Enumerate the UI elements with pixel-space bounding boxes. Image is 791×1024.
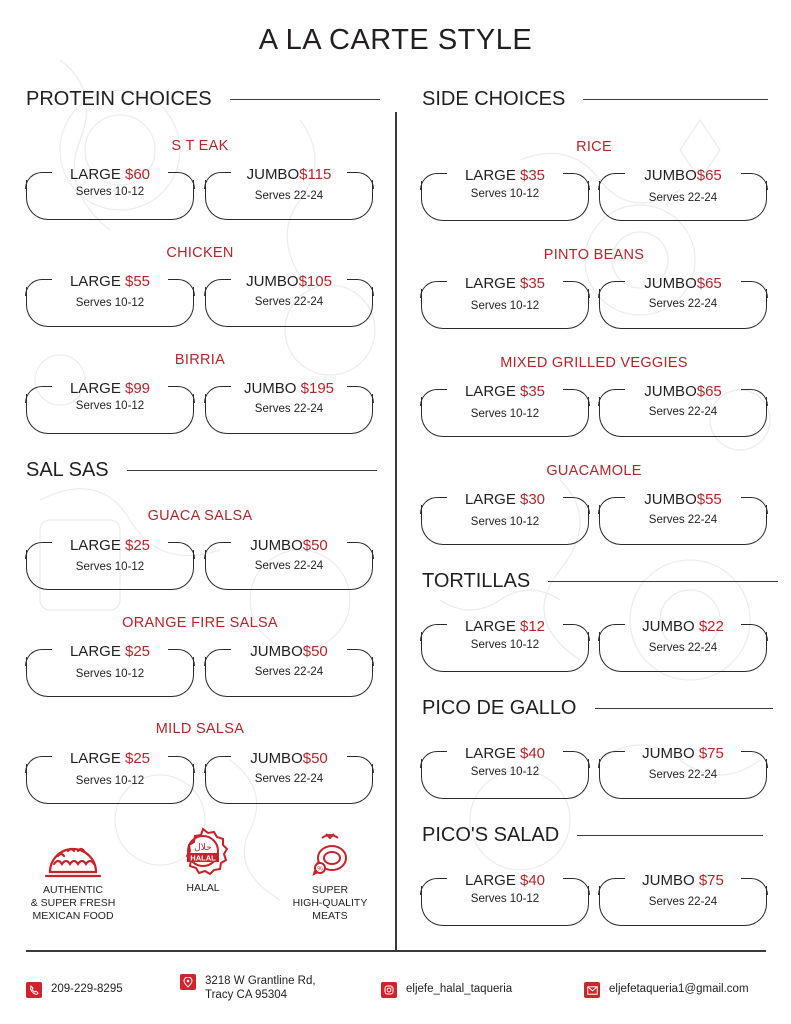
large-serves: Serves 10-12 <box>75 186 145 198</box>
jumbo-size-label: JUMBO$105 <box>246 273 332 290</box>
large-option-box <box>421 181 589 221</box>
section-title: PICO DE GALLO <box>422 697 577 719</box>
jumbo-size-label: JUMBO$50 <box>250 750 328 767</box>
jumbo-size-label: JUMBO$65 <box>644 167 722 184</box>
large-price: $25 <box>125 537 151 554</box>
item-name-mild-salsa: MILD SALSA <box>155 721 245 737</box>
large-serves: Serves 10-12 <box>470 300 540 312</box>
footer-divider <box>26 950 766 952</box>
large-serves: Serves 10-12 <box>75 775 145 787</box>
large-size-label: LARGE $25 <box>69 750 151 767</box>
large-price: $35 <box>520 383 546 400</box>
feature-halal <box>143 826 263 895</box>
item-name-guaca-salsa: GUACA SALSA <box>147 508 253 524</box>
large-size-label: LARGE $25 <box>69 643 151 660</box>
tortillas-heading <box>422 570 778 593</box>
footer-address <box>180 974 316 1002</box>
large-option-box <box>421 759 589 799</box>
jumbo-serves: Serves 22-24 <box>648 298 718 310</box>
section-rule <box>230 99 380 101</box>
section-rule <box>583 99 768 101</box>
jumbo-serves: Serves 22-24 <box>254 773 324 785</box>
jumbo-price: $50 <box>302 750 328 767</box>
jumbo-serves: Serves 22-24 <box>254 403 324 415</box>
jumbo-size-label: JUMBO$115 <box>246 166 332 183</box>
jumbo-price: $75 <box>698 745 724 762</box>
premium-meat-icon <box>310 832 350 878</box>
pico-de-gallo-heading <box>422 697 773 720</box>
salsas-heading <box>26 459 377 482</box>
feature-text: SUPER HIGH-QUALITY MEATS <box>292 884 368 922</box>
feature-authentic <box>13 834 133 923</box>
large-serves: Serves 10-12 <box>470 639 540 651</box>
jumbo-size-label: JUMBO $195 <box>243 380 335 397</box>
feature-meats <box>270 832 390 923</box>
feature-text: AUTHENTIC & SUPER FRESH MEXICAN FOOD <box>30 884 116 922</box>
column-divider <box>395 112 397 950</box>
jumbo-size-label: JUMBO$50 <box>250 537 328 554</box>
section-title: PROTEIN CHOICES <box>26 88 212 110</box>
jumbo-size-label: JUMBO$55 <box>644 491 722 508</box>
large-price: $40 <box>520 872 546 889</box>
large-size-label: LARGE $40 <box>464 872 546 889</box>
large-price: $35 <box>520 167 546 184</box>
section-title: SIDE CHOICES <box>422 88 566 110</box>
item-name-orange-fire-salsa: ORANGE FIRE SALSA <box>122 615 278 631</box>
large-serves: Serves 10-12 <box>470 408 540 420</box>
large-serves: Serves 10-12 <box>470 188 540 200</box>
large-option-box <box>421 632 589 672</box>
jumbo-price: $65 <box>696 275 722 292</box>
large-price: $35 <box>520 275 546 292</box>
footer-phone[interactable] <box>26 982 123 998</box>
section-rule <box>548 581 778 583</box>
jumbo-price: $195 <box>300 380 335 397</box>
location-pin-icon <box>180 974 196 990</box>
item-name-mixed-grilled-veggies: MIXED GRILLED VEGGIES <box>500 355 688 371</box>
jumbo-price: $50 <box>302 643 328 660</box>
address-text: 3218 W Grantline Rd, Tracy CA 95304 <box>205 975 316 1001</box>
section-title: TORTILLAS <box>422 570 531 592</box>
halal-badge-icon <box>178 826 228 876</box>
jumbo-serves: Serves 22-24 <box>648 896 718 908</box>
large-size-label: LARGE $30 <box>464 491 546 508</box>
large-size-label: LARGE $35 <box>464 167 546 184</box>
jumbo-serves: Serves 22-24 <box>254 190 324 202</box>
picos-salad-heading <box>422 824 763 847</box>
jumbo-serves: Serves 22-24 <box>648 514 718 526</box>
large-serves: Serves 10-12 <box>470 893 540 905</box>
instagram-icon <box>381 982 397 998</box>
phone-number: 209-229-8295 <box>51 983 123 995</box>
email-address: eljefetaqueria1@gmail.com <box>609 983 749 995</box>
halal-badge-arabic: حلال <box>194 843 212 853</box>
large-option-box <box>421 886 589 926</box>
large-price: $99 <box>125 380 151 397</box>
jumbo-serves: Serves 22-24 <box>648 192 718 204</box>
jumbo-serves: Serves 22-24 <box>254 560 324 572</box>
large-size-label: LARGE $25 <box>69 537 151 554</box>
page-title: A LA CARTE STYLE <box>258 24 533 56</box>
jumbo-size-label: JUMBO $75 <box>642 745 724 762</box>
large-price: $12 <box>520 618 546 635</box>
large-size-label: LARGE $60 <box>69 166 151 183</box>
jumbo-size-label: JUMBO $22 <box>642 618 724 635</box>
large-size-label: LARGE $35 <box>464 275 546 292</box>
item-name-guacamole: GUACAMOLE <box>546 463 642 479</box>
jumbo-price: $22 <box>698 618 724 635</box>
large-serves: Serves 10-12 <box>470 766 540 778</box>
taco-icon <box>44 834 102 878</box>
side-choices-heading <box>422 88 768 111</box>
jumbo-size-label: JUMBO$50 <box>250 643 328 660</box>
footer-instagram[interactable] <box>381 982 512 998</box>
instagram-handle: eljefe_halal_taqueria <box>406 983 513 995</box>
jumbo-price: $65 <box>696 167 722 184</box>
large-size-label: LARGE $12 <box>464 618 546 635</box>
large-size-label: LARGE $35 <box>464 383 546 400</box>
large-size-label: LARGE $99 <box>69 380 151 397</box>
large-price: $25 <box>125 750 151 767</box>
large-price: $60 <box>125 166 151 183</box>
svg-text:%: % <box>317 866 323 873</box>
jumbo-price: $50 <box>302 537 328 554</box>
large-serves: Serves 10-12 <box>75 668 145 680</box>
phone-icon <box>26 982 42 998</box>
jumbo-price: $55 <box>696 491 722 508</box>
item-name-steak: S T EAK <box>171 138 229 154</box>
large-price: $40 <box>520 745 546 762</box>
halal-badge-text: HALAL <box>190 853 216 863</box>
item-name-rice: RICE <box>576 139 612 155</box>
item-name-pinto-beans: PINTO BEANS <box>543 247 645 263</box>
large-serves: Serves 10-12 <box>75 400 145 412</box>
large-serves: Serves 10-12 <box>75 297 145 309</box>
section-rule <box>595 708 773 710</box>
jumbo-serves: Serves 22-24 <box>254 666 324 678</box>
large-size-label: LARGE $40 <box>464 745 546 762</box>
feature-text: HALAL <box>186 882 220 894</box>
jumbo-size-label: JUMBO $75 <box>642 872 724 889</box>
item-name-birria: BIRRIA <box>174 352 226 368</box>
jumbo-price: $105 <box>298 273 332 290</box>
jumbo-size-label: JUMBO$65 <box>644 275 722 292</box>
section-rule <box>127 470 377 472</box>
jumbo-size-label: JUMBO$65 <box>644 383 722 400</box>
section-title: PICO'S SALAD <box>422 824 560 846</box>
section-title: SAL SAS <box>26 459 109 481</box>
footer-email[interactable] <box>584 982 749 998</box>
large-serves: Serves 10-12 <box>75 561 145 573</box>
mail-icon <box>584 982 600 998</box>
large-price: $25 <box>125 643 151 660</box>
large-price: $30 <box>520 491 546 508</box>
large-serves: Serves 10-12 <box>470 516 540 528</box>
jumbo-serves: Serves 22-24 <box>254 296 324 308</box>
jumbo-price: $75 <box>698 872 724 889</box>
large-price: $55 <box>125 273 151 290</box>
protein-choices-heading <box>26 88 380 111</box>
large-size-label: LARGE $55 <box>69 273 151 290</box>
jumbo-price: $115 <box>299 166 332 183</box>
jumbo-serves: Serves 22-24 <box>648 769 718 781</box>
jumbo-serves: Serves 22-24 <box>648 406 718 418</box>
section-rule <box>577 835 763 837</box>
item-name-chicken: CHICKEN <box>166 245 234 261</box>
jumbo-price: $65 <box>696 383 722 400</box>
jumbo-serves: Serves 22-24 <box>648 642 718 654</box>
